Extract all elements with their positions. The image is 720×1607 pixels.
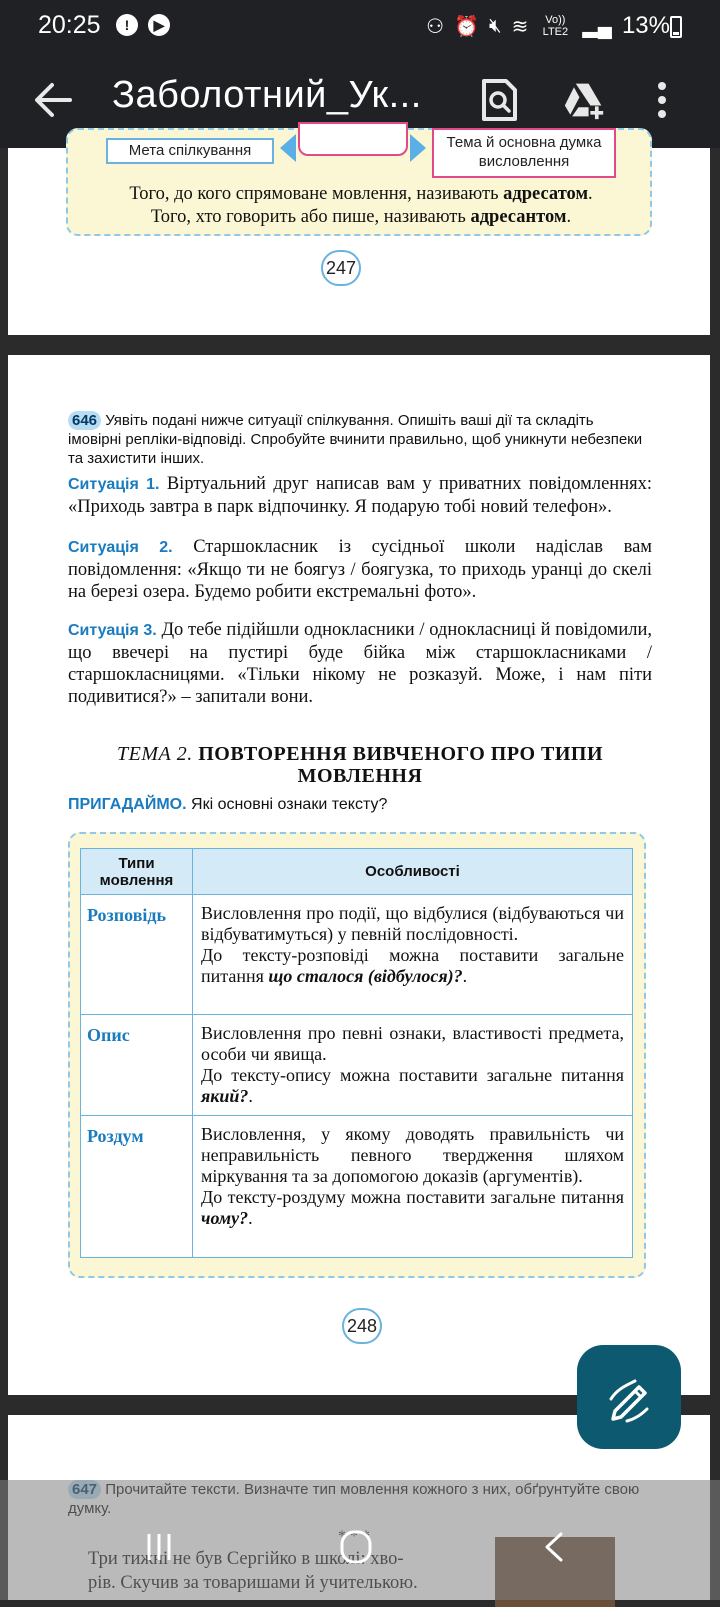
video-icon: ▶ — [148, 14, 170, 36]
annotate-button[interactable] — [577, 1345, 681, 1449]
table-row — [81, 1015, 633, 1116]
back-arrow-icon[interactable] — [34, 82, 72, 118]
header-types — [81, 849, 193, 895]
type-question — [201, 1187, 624, 1229]
addressee-definition — [68, 184, 654, 205]
speech-types-table — [80, 848, 633, 1258]
back-nav-icon[interactable] — [544, 1532, 564, 1562]
vpn-icon: ⚇ — [426, 15, 445, 38]
question-word: що сталося (відбулося)? — [268, 966, 463, 986]
alarm-icon: ⏰ — [454, 15, 480, 38]
features-cell — [193, 1015, 633, 1116]
theme-heading — [68, 743, 652, 787]
line2-end: . — [566, 207, 572, 227]
type-cell: Опис — [81, 1015, 193, 1116]
task-646 — [68, 411, 650, 468]
addressee-info-box — [66, 128, 652, 236]
center-cell — [298, 122, 408, 156]
question-end: . — [462, 966, 468, 986]
page-number: 247 — [321, 250, 361, 286]
situation-1 — [68, 473, 652, 518]
arrow-left-shape — [276, 134, 296, 162]
speech-types-box — [68, 832, 646, 1278]
type-question — [201, 945, 624, 987]
line2-text: Того, хто говорить або пише, називають — [150, 207, 471, 227]
situation-label: Ситуація 2. — [68, 539, 173, 556]
network-type: Vo)) LTE2 — [542, 14, 569, 38]
features-cell — [193, 1116, 633, 1258]
status-time: 20:25 — [38, 11, 101, 39]
type-description: Висловлення про події, що відбулися (відбуваються чи відбуватимуться) у певній послідовності. — [201, 903, 624, 944]
navigation-bar — [0, 1480, 720, 1600]
status-bar — [0, 0, 720, 52]
features-cell — [193, 895, 633, 1015]
question-text: До тексту-роздуму можна поставити загальне питання — [201, 1187, 624, 1207]
type-description: Висловлення, у якому доводять правильність чи неправильність певного твердження шляхом міркування та за допомогою доказів (аргументів). — [201, 1124, 624, 1186]
question-word: який? — [201, 1086, 249, 1106]
situation-text: Віртуальний друг написав вам у приватних повідомленнях: «Приходь завтра в парк відпочинку. Я подарую тобі новий телефон». — [68, 474, 653, 517]
question-end: . — [248, 1208, 253, 1228]
addresser-term: адресантом — [470, 207, 567, 227]
search-document-icon[interactable] — [478, 78, 520, 122]
addressee-term: адресатом — [503, 184, 589, 204]
line1-text: Того, до кого спрямоване мовлення, називають — [129, 184, 504, 204]
recall-prompt — [68, 796, 387, 814]
page-248 — [8, 355, 710, 1395]
arrow-right-shape — [410, 134, 430, 162]
table-row — [81, 1116, 633, 1258]
recall-label: ПРИГАДАЙМО. — [68, 796, 187, 813]
page-number: 248 — [342, 1308, 382, 1344]
header-features: Особливості — [193, 849, 633, 895]
situation-2 — [68, 536, 652, 603]
alert-icon: ! — [116, 14, 138, 36]
page-247 — [8, 134, 710, 335]
type-cell: Роздум — [81, 1116, 193, 1258]
table-header-row — [81, 849, 633, 895]
header-types-line2: мовлення — [99, 871, 174, 889]
battery-percent: 13% — [621, 12, 670, 39]
theme-title-1: ПОВТОРЕННЯ ВИВЧЕНОГО ПРО ТИПИ — [198, 743, 604, 765]
type-description: Висловлення про певні ознаки, властивості предмета, особи чи явища. — [201, 1023, 624, 1064]
pen-icon — [577, 1345, 681, 1449]
goal-cell: Мета спілкування — [106, 138, 274, 164]
question-word: чому? — [201, 1208, 249, 1228]
question-end: . — [248, 1086, 253, 1106]
topic-cell-line2: висловлення — [478, 153, 570, 170]
situation-3 — [68, 619, 652, 708]
type-question — [201, 1065, 624, 1107]
topic-cell-line1: Тема й основна думка — [446, 134, 602, 151]
more-options-icon[interactable] — [652, 78, 672, 122]
question-text: До тексту-опису можна поставити загальне питання — [201, 1065, 624, 1085]
notification-icons — [116, 14, 170, 36]
wifi-icon: ≋ — [511, 15, 529, 38]
header-types-line1: Типи — [118, 854, 155, 872]
table-row — [81, 895, 633, 1015]
situation-label: Ситуація 1. — [68, 476, 160, 493]
type-cell: Розповідь — [81, 895, 193, 1015]
task-number: 646 — [68, 411, 101, 430]
theme-prefix: ТЕМА 2. — [116, 743, 193, 765]
document-title: Заболотний_Ук... — [112, 74, 422, 116]
mute-icon: 🔇︎ — [489, 14, 502, 37]
situation-text: Старшокласник із сусідньої школи надіслав вам повідомлення: «Якщо ти не боягуз / боягузка, то приходь уранці до скелі на березі озера. Будемо робити екстремальні фото». — [68, 537, 652, 602]
add-to-drive-icon[interactable] — [563, 78, 605, 122]
addresser-definition — [68, 207, 654, 228]
task-instructions: Уявіть подані нижче ситуації спілкування. Опишіть ваші дії та складіть імовірні репліки-відповіді. Спробуйте вчинити правильно, щоб уникнути небезпеки та захистити інших. — [68, 412, 643, 467]
topic-cell — [432, 128, 616, 178]
recall-text: Які основні ознаки тексту? — [191, 796, 388, 813]
situation-label: Ситуація 3. — [68, 622, 157, 639]
question-text: До тексту-розповіді можна поставити загальне питання — [201, 945, 624, 986]
theme-heading-line1 — [68, 743, 652, 765]
battery-icon — [670, 16, 682, 38]
status-indicators — [426, 12, 670, 40]
line1-end: . — [588, 184, 593, 204]
signal-icon: ▂▄ — [582, 15, 612, 38]
situation-text: До тебе підійшли однокласники / однокласниці й повідомили, що ввечері на пустирі буде бійка між старшокласниками / старшокласницями. «Тільки нікому не розказуй. Може, і нам піти подивитися?» – запитали вони. — [68, 620, 652, 707]
recent-apps-icon[interactable] — [146, 1532, 172, 1562]
home-icon[interactable] — [340, 1530, 372, 1564]
theme-title-2: МОВЛЕННЯ — [297, 765, 423, 787]
